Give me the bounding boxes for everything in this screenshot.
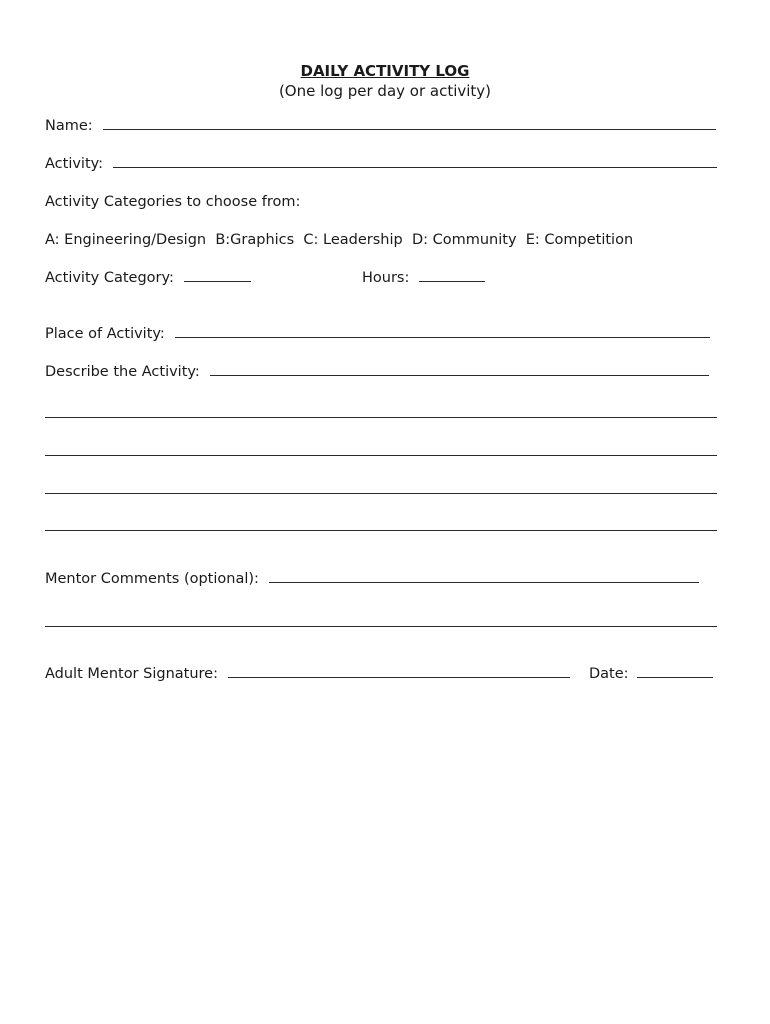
date-row (589, 666, 713, 682)
signature-row (45, 666, 570, 682)
mentor-comments-row (45, 571, 699, 587)
date-field[interactable] (637, 677, 713, 678)
activity-field[interactable] (113, 167, 717, 168)
category-field[interactable] (184, 281, 251, 282)
mentor-comments-label: Mentor Comments (optional): (45, 571, 259, 587)
place-label: Place of Activity: (45, 326, 165, 342)
place-field[interactable] (175, 337, 710, 338)
name-field[interactable] (103, 129, 716, 130)
categories-heading: Activity Categories to choose from: (45, 194, 301, 210)
describe-label: Describe the Activity: (45, 364, 200, 380)
hours-row (362, 270, 485, 286)
mentor-comments-line-2[interactable] (45, 626, 717, 627)
name-label: Name: (45, 118, 93, 134)
form-subtitle: (One log per day or activity) (278, 82, 492, 100)
describe-line-4[interactable] (45, 530, 717, 531)
signature-field[interactable] (228, 677, 570, 678)
categories-list: A: Engineering/Design B:Graphics C: Leadership D: Community E: Competition (45, 232, 634, 248)
describe-line-2[interactable] (45, 455, 717, 456)
hours-label: Hours: (362, 270, 410, 286)
hours-field[interactable] (419, 281, 485, 282)
place-row (45, 326, 710, 342)
date-label: Date: (589, 666, 629, 682)
activity-row (45, 156, 717, 172)
category-label: Activity Category: (45, 270, 174, 286)
describe-field[interactable] (210, 375, 709, 376)
activity-label: Activity: (45, 156, 104, 172)
mentor-comments-field[interactable] (269, 582, 699, 583)
signature-label: Adult Mentor Signature: (45, 666, 218, 682)
describe-line-1[interactable] (45, 417, 717, 418)
category-row (45, 270, 251, 286)
name-row (45, 118, 716, 134)
describe-line-3[interactable] (45, 493, 717, 494)
form-title: DAILY ACTIVITY LOG (300, 62, 470, 80)
describe-row (45, 364, 709, 380)
